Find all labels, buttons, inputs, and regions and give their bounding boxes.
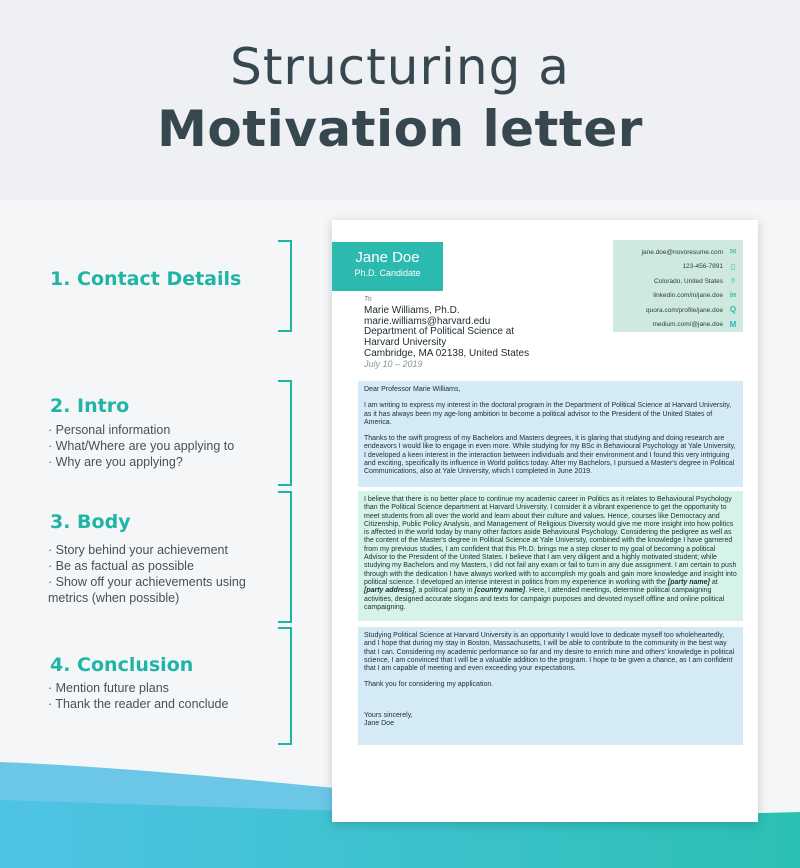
applicant-name: Jane Doe — [355, 249, 420, 266]
salutation: Dear Professor Marie Williams, — [364, 386, 461, 393]
closing: Yours sincerely, — [364, 711, 413, 719]
list-item: · Why are you applying? — [48, 455, 183, 469]
contact-box — [613, 240, 743, 332]
section-intro-list — [48, 422, 278, 470]
envelope-icon: ✉ — [729, 247, 737, 257]
list-item: · Be as factual as possible — [48, 559, 194, 573]
section-body-list — [48, 542, 278, 606]
letter-date: July 10 – 2019 — [364, 359, 423, 369]
list-item: · Personal information — [48, 423, 171, 437]
contact-text: Colorado, United States — [653, 277, 723, 285]
contact-text: jane.doe@novoresume.com — [641, 248, 723, 256]
body-block — [358, 491, 743, 621]
body-text: . Here, I attended meetings, determine political campaigning activities, designed accurate slogans and texts for campaign purposes and devoted myself offline and online political campaigning. — [364, 587, 725, 611]
contact-text: quora.com/profile/jane.doe — [646, 306, 723, 314]
recipient-line: Cambridge, MA 02138, United States — [364, 347, 530, 359]
recipient-line: Department of Political Science at — [364, 326, 515, 338]
list-item: · What/Where are you applying to — [48, 439, 235, 453]
section-intro-heading: 2. Intro — [50, 395, 130, 417]
placeholder-party-name: [party name] — [667, 578, 710, 586]
section-conclusion-heading: 4. Conclusion — [50, 654, 194, 676]
intro-block — [358, 381, 743, 487]
contact-row — [613, 289, 743, 304]
list-item: · Mention future plans — [48, 681, 169, 695]
signature: Jane Doe — [364, 720, 394, 728]
placeholder-party-address: [party address] — [364, 587, 415, 595]
to-label: To — [364, 296, 372, 303]
conclusion-block — [358, 627, 743, 745]
phone-icon: ▯ — [730, 261, 736, 271]
section-contact-heading: 1. Contact Details — [50, 268, 242, 290]
contact-row — [613, 303, 743, 318]
bracket-intro — [278, 380, 292, 486]
intro-paragraph-1: I am writing to express my interest in the doctoral program in the Department of Political Science at Harvard University, as it has always been my age-long ambition to become a political advisor to the President of the United States of America. — [364, 402, 732, 426]
contact-text: linkedin.com/in/jane.doe — [653, 292, 723, 300]
bracket-contact — [278, 240, 292, 332]
placeholder-country-name: [country name] — [474, 587, 526, 595]
quora-icon: Q — [729, 305, 737, 315]
applicant-title: Ph.D. Candidate — [354, 268, 421, 278]
list-item: · Story behind your achievement — [48, 543, 228, 557]
conclusion-paragraph-1: Studying Political Science at Harvard University is an opportunity I would love to dedicate myself too wholeheartedly, and I hope that during my stay in Boston, Massachusetts, I will be able to contribute to the community in the best way that I can. Considering my academic performance so far and my desire to enrich mine and others' knowledge in political science, I am convinced that I will be a valuable addition to the program. I hope to be given a chance, as I am confident that I am capable of meeting and even exceeding your expectations. — [364, 632, 735, 673]
body-text: I believe that there is no better place to continue my academic career in Politics as it relates to Behavioural Psychology than the Political Science department at Harvard University. I consider it a vibrant experience to get the opportunity to meet students from all over the world and learn about their culture and values. Hence, courses like Democracy and Citizenship, Public Policy Analysis, and Management of Religious Diversity would give me more insight into how politics is affected in the world today by many other factors aside Behavioural Psychology. Considering the pedigree as well as the content of the Master's degree in Political Science at Yale University, combined with the knowledge I have garnered from my previous studies, I am confident that this Ph.D. brings me a step closer to my goal of becoming a political Advisor to the President of the United States. I believe that I am very diligent and a highly motivated student; while studying my Bachelors and my Masters, I did not fail any exam or fail to turn in any due assignment. I am certain to push through with the dedication I have always worked with to accomplish my goals and gain more knowledge and insight into political science. I developed an intense interest in politics from my experience in working with the — [364, 496, 737, 586]
medium-icon: M — [729, 319, 737, 329]
letter-document — [332, 220, 758, 822]
bracket-conclusion — [278, 627, 292, 745]
contact-text: 123-456-7891 — [682, 263, 723, 271]
conclusion-paragraph-2: Thank you for considering my application. — [364, 681, 494, 689]
title-line-2: Motivation letter — [157, 100, 643, 158]
body-paragraph — [364, 496, 737, 612]
list-item: · Thank the reader and conclude — [48, 697, 229, 711]
section-conclusion-list — [48, 680, 278, 712]
contact-row — [613, 260, 743, 275]
linkedin-icon: in — [729, 291, 737, 299]
title-line-1: Structuring a — [230, 38, 570, 96]
list-item: · Show off your achievements using metrics (when possible) — [48, 575, 246, 605]
contact-row — [613, 318, 743, 333]
recipient-block — [364, 306, 529, 360]
location-icon: ⌾ — [730, 276, 736, 286]
contact-row — [613, 274, 743, 289]
body-text: at — [709, 578, 718, 586]
contact-row — [613, 245, 743, 260]
recipient-line: Harvard University — [364, 337, 447, 349]
recipient-line: Marie Williams, Ph.D. — [364, 305, 460, 316]
name-box — [332, 242, 443, 291]
body-text: , a political party in — [414, 587, 475, 595]
recipient-line: marie.williams@harvard.edu — [364, 315, 491, 327]
contact-text: medium.com/@jane.doe — [652, 321, 723, 329]
bracket-body — [278, 491, 292, 623]
section-body-heading: 3. Body — [50, 511, 131, 533]
intro-paragraph-2: Thanks to the swift progress of my Bachelors and Masters degrees, it is glaring that studying and doing research are endeavors I would like to engage in even more. While studying for my BSc in Behavioural Psychology at Yale University, I developed a keen interest in the interaction between individuals and their environment and I found this very intriguing and exciting, specifically its influence in World politics today. After my Bachelors, I pursued a Master's degree in Political Communications, also at Yale University, which I completed in June 2019. — [364, 435, 736, 476]
